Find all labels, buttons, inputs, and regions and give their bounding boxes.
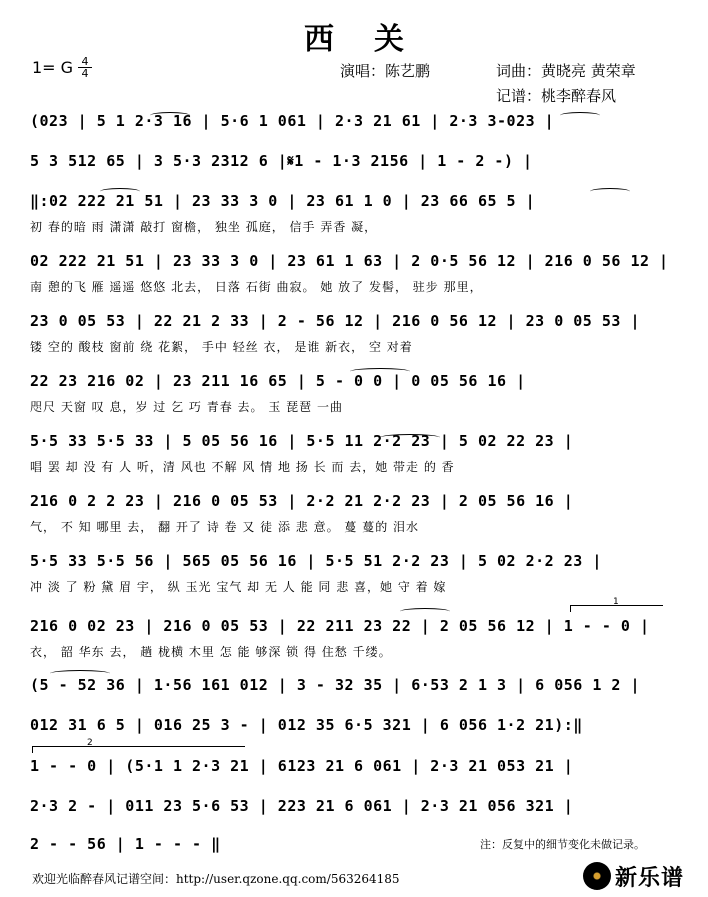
transcriber-credit: 记谱：桃李醉春风 xyxy=(496,87,617,105)
composer-credit: 词曲：黄晓亮 黄荣章 xyxy=(496,62,636,80)
footer-link[interactable]: 欢迎光临醉春风记谱空间：http://user.qzone.qq.com/563264185 xyxy=(32,872,400,886)
time-signature-top: 4 xyxy=(78,56,92,68)
singer-credit: 演唱：陈艺鹏 xyxy=(340,62,431,80)
time-signature-bottom: 4 xyxy=(81,67,89,80)
lyric-row: 咫尺 天窗 叹 息，岁 过 乞 巧 青春 去。 玉 琵琶 一曲 xyxy=(30,400,343,414)
notation-row: 2·3 2 - | 011 23 5·6 53 | 223 21 6 061 | 2·3 21 056 321 | xyxy=(30,797,574,815)
lyric-row: 气， 不 知 哪里 去， 翻 开了 诗 卷 又 徒 添 悲 意。 蔓 蔓的 泪水 xyxy=(30,520,420,534)
volta-1-label: 1 xyxy=(613,597,619,607)
volta-2-label: 2 xyxy=(87,738,93,748)
volta-bracket-2 xyxy=(32,738,245,753)
time-signature xyxy=(78,56,92,79)
notation-row: 2 - - 56 | 1 - - - ‖ xyxy=(30,835,221,853)
notation-row: 5·5 33 5·5 56 | 565 05 56 16 | 5·5 51 2·2 23 | 5 02 2·2 23 | xyxy=(30,552,602,570)
lyric-row: 冲 淡 了 粉 黛 眉 宇， 纵 玉光 宝气 却 无 人 能 同 悲 喜，她 守 着 嫁 xyxy=(30,580,447,594)
notation-row: 216 0 02 23 | 216 0 05 53 | 22 211 23 22 | 2 05 56 12 | 1 - - 0 | xyxy=(30,617,650,635)
notation-row: 23 0 05 53 | 22 21 2 33 | 2 - 56 12 | 216 0 56 12 | 23 0 05 53 | xyxy=(30,312,640,330)
footnote: 注：反复中的细节变化未做记录。 xyxy=(480,838,645,851)
notation-row: 1 - - 0 | (5·1 1 2·3 21 | 6123 21 6 061 | 2·3 21 053 21 | xyxy=(30,757,574,775)
lyric-row: 镂 空的 酸枝 窗前 绕 花絮， 手中 轻丝 衣， 是谁 新衣， 空 对着 xyxy=(30,340,413,354)
key-signature: 1= G xyxy=(32,58,74,77)
notation-row: 012 31 6 5 | 016 25 3 - | 012 35 6·5 321 | 6 056 1·2 21):‖ xyxy=(30,716,583,734)
lyric-row: 唱 罢 却 没 有 人 听，清 风也 不解 风 情 地 扬 长 而 去，她 带走 的 香 xyxy=(30,460,455,474)
slur xyxy=(400,608,450,615)
notation-row: 5 3 512 65 | 3 5·3 2312 6 |𝄋1 - 1·3 2156 | 1 - 2 -) | xyxy=(30,152,533,170)
music-disc-icon xyxy=(583,862,611,890)
volta-bracket-1 xyxy=(570,597,663,612)
notation-row: 22 23 216 02 | 23 211 16 65 | 5 - 0 0 | 0 05 56 16 | xyxy=(30,372,526,390)
notation-row: 216 0 2 2 23 | 216 0 05 53 | 2·2 21 2·2 23 | 2 05 56 16 | xyxy=(30,492,574,510)
notation-row: ‖:02 222 21 51 | 23 33 3 0 | 23 61 1 0 | 23 66 65 5 | xyxy=(30,192,536,210)
notation-row: 5·5 33 5·5 33 | 5 05 56 16 | 5·5 11 2·2 23 | 5 02 22 23 | xyxy=(30,432,574,450)
lyric-row: 南 憩的飞 雁 遥遥 悠悠 北去， 日落 石街 曲寂。 她 放了 发髻， 驻步 那里， xyxy=(30,280,483,294)
notation-row: (023 | 5 1 2·3 16 | 5·6 1 061 | 2·3 21 61 | 2·3 3-023 | xyxy=(30,112,555,130)
brand-logo xyxy=(583,860,684,892)
notation-row: (5 - 52 36 | 1·56 161 012 | 3 - 32 35 | 6·53 2 1 3 | 6 056 1 2 | xyxy=(30,676,640,694)
brand-logo-text: 新乐谱 xyxy=(615,865,685,891)
lyric-row: 初 春的暗 雨 潇潇 敲打 窗檐， 独坐 孤庭， 信手 弄香 凝， xyxy=(30,220,378,234)
lyric-row: 衣， 韶 华东 去， 趟 栊横 木里 怎 能 够深 锁 得 住愁 千缕。 xyxy=(30,645,392,659)
song-title: 西关 xyxy=(304,22,444,57)
notation-row: 02 222 21 51 | 23 33 3 0 | 23 61 1 63 | 2 0·5 56 12 | 216 0 56 12 | xyxy=(30,252,669,270)
